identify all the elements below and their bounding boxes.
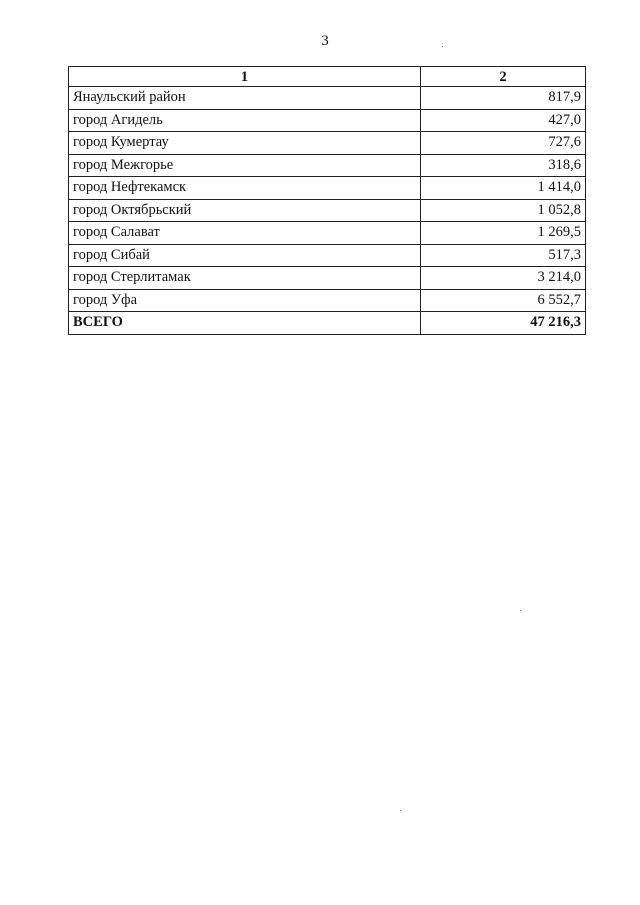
table-row [69,222,586,245]
row-name: Янаульский район [69,87,421,110]
total-label: ВСЕГО [69,312,421,335]
row-value: 727,6 [421,132,586,155]
row-name: город Октябрьский [69,199,421,222]
row-name: город Уфа [69,289,421,312]
table-row [69,177,586,200]
total-row [69,312,586,335]
row-value: 318,6 [421,154,586,177]
row-name: город Агидель [69,109,421,132]
row-value: 1 269,5 [421,222,586,245]
row-value: 1 414,0 [421,177,586,200]
total-value: 47 216,3 [421,312,586,335]
row-value: 6 552,7 [421,289,586,312]
table-row [69,289,586,312]
row-name: город Салават [69,222,421,245]
row-value: 817,9 [421,87,586,110]
row-name: город Межгорье [69,154,421,177]
row-value: 427,0 [421,109,586,132]
row-name: город Сибай [69,244,421,267]
scan-speck [520,610,521,611]
table-row [69,109,586,132]
table-row [69,244,586,267]
column-header-2: 2 [421,67,586,87]
column-header-1: 1 [69,67,421,87]
table-row [69,267,586,290]
scan-speck [400,810,401,811]
row-name: город Стерлитамак [69,267,421,290]
table-row [69,132,586,155]
row-name: город Нефтекамск [69,177,421,200]
data-table [68,66,586,335]
table-row [69,87,586,110]
row-value: 1 052,8 [421,199,586,222]
scan-speck [442,46,443,47]
row-value: 3 214,0 [421,267,586,290]
table-row [69,154,586,177]
table-row [69,199,586,222]
row-value: 517,3 [421,244,586,267]
page-number: 3 [321,33,329,49]
table-header-row [69,67,586,87]
row-name: город Кумертау [69,132,421,155]
